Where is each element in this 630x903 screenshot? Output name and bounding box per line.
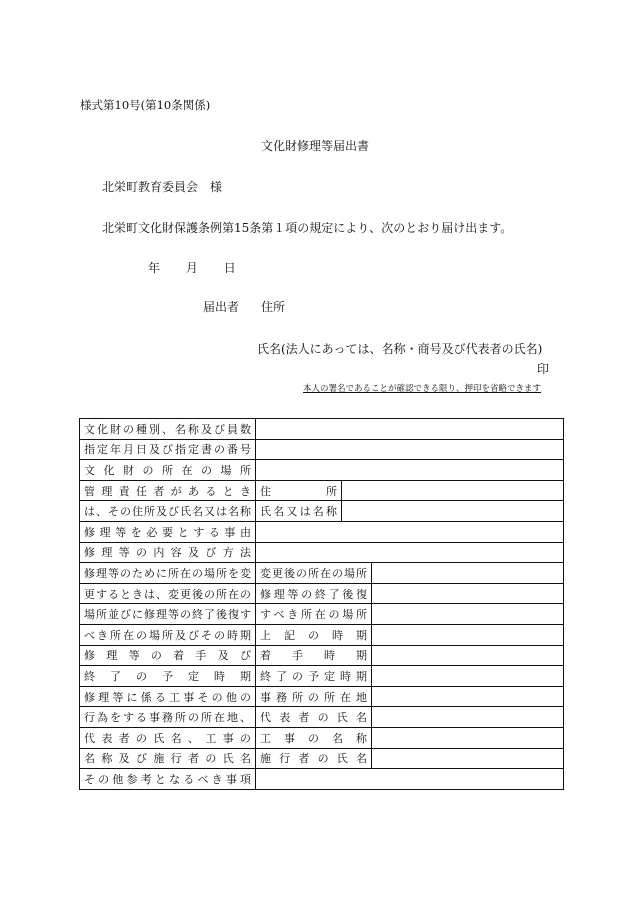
table-row (80, 439, 564, 460)
date-month-label: 月 (185, 261, 198, 275)
value-cell[interactable] (256, 521, 564, 542)
table-row (80, 480, 564, 501)
table-row (80, 460, 564, 481)
value-cell[interactable] (256, 769, 564, 790)
value-cell[interactable] (372, 604, 564, 625)
notifier-label: 届出者 (203, 300, 240, 314)
sub-label-cell: 修理等の終了後復 (256, 583, 372, 604)
date-day-label: 日 (223, 261, 236, 275)
label-cell: 修理等のために所在の場所を変 (80, 563, 256, 584)
value-cell[interactable] (372, 666, 564, 687)
value-cell[interactable] (342, 480, 564, 501)
table-row (80, 748, 564, 769)
sub-label-cell: 代表者の氏名 (256, 707, 372, 728)
label-cell: 文化財の所在の場所 (80, 460, 256, 481)
date-year-label: 年 (148, 261, 161, 275)
label-cell: 文化財の種別、名称及び員数 (80, 419, 256, 440)
label-cell: 場所並びに修理等の終了後復す (80, 604, 256, 625)
label-cell: 修理等の内容及び方法 (80, 542, 256, 563)
notifier-line (203, 298, 285, 315)
table-row (80, 707, 564, 728)
table-row (80, 769, 564, 790)
label-cell: 修理等に係る工事その他の (80, 686, 256, 707)
sub-label-cell: 事務所の所在地 (256, 686, 372, 707)
name-label: 氏名(法人にあっては、名称・商号及び代表者の氏名) (257, 342, 543, 356)
table-row (80, 624, 564, 645)
table-row (80, 666, 564, 687)
seal-mark: 印 (537, 362, 550, 376)
table-row (80, 563, 564, 584)
value-cell[interactable] (372, 707, 564, 728)
table-row (80, 645, 564, 666)
table-row (80, 419, 564, 440)
sub-label-cell: 着手時期 (256, 645, 372, 666)
label-cell: 修理等を必要とする事由 (80, 521, 256, 542)
label-cell: 終了の予定時期 (80, 666, 256, 687)
label-cell: 代表者の氏名、工事の (80, 727, 256, 748)
label-cell: 修理等の着手及び (80, 645, 256, 666)
sub-label-cell: 上記の時期 (256, 624, 372, 645)
table-row (80, 501, 564, 522)
sub-label-cell: 工事の名称 (256, 727, 372, 748)
table-row (80, 727, 564, 748)
sub-label-cell: 終了の予定時期 (256, 666, 372, 687)
value-cell[interactable] (372, 686, 564, 707)
value-cell[interactable] (372, 583, 564, 604)
address-label: 住所 (261, 300, 286, 314)
value-cell[interactable] (372, 624, 564, 645)
notification-form-table (79, 418, 564, 790)
intro-text: 北栄町文化財保護条例第15条第１項の規定により、次のとおり届け出ます。 (102, 221, 513, 235)
table-row (80, 686, 564, 707)
sub-label-cell: 施行者の氏名 (256, 748, 372, 769)
value-cell[interactable] (372, 727, 564, 748)
value-cell[interactable] (256, 439, 564, 460)
value-cell[interactable] (256, 419, 564, 440)
sub-label-cell: 変更後の所在の場所 (256, 563, 372, 584)
sub-label-cell: 住所 (256, 480, 342, 501)
form-number: 様式第10号(第10条関係) (80, 98, 211, 112)
value-cell[interactable] (372, 748, 564, 769)
label-cell: その他参考となるべき事項 (80, 769, 256, 790)
label-cell: 行為をする事務所の所在地、 (80, 707, 256, 728)
value-cell[interactable] (256, 460, 564, 481)
label-cell: 管理責任者があるとき (80, 480, 256, 501)
sub-label-cell: すべき所在の場所 (256, 604, 372, 625)
addressee: 北栄町教育委員会 様 (102, 180, 223, 194)
table-row (80, 521, 564, 542)
table-row (80, 542, 564, 563)
label-cell: べき所在の場所及びその時期 (80, 624, 256, 645)
label-cell: 指定年月日及び指定書の番号 (80, 439, 256, 460)
sub-label-cell: 氏名又は名称 (256, 501, 342, 522)
label-cell: 名称及び施行者の氏名 (80, 748, 256, 769)
table-row (80, 604, 564, 625)
value-cell[interactable] (342, 501, 564, 522)
value-cell[interactable] (372, 563, 564, 584)
table-row (80, 583, 564, 604)
value-cell[interactable] (372, 645, 564, 666)
document-title: 文化財修理等届出書 (260, 139, 369, 153)
signature-note: 本人の署名であることが確認できる限り、押印を省略できます (303, 384, 542, 394)
label-cell: は、その住所及び氏名又は名称 (80, 501, 256, 522)
date-line (148, 259, 236, 276)
value-cell[interactable] (256, 542, 564, 563)
label-cell: 更するときは、変更後の所在の (80, 583, 256, 604)
